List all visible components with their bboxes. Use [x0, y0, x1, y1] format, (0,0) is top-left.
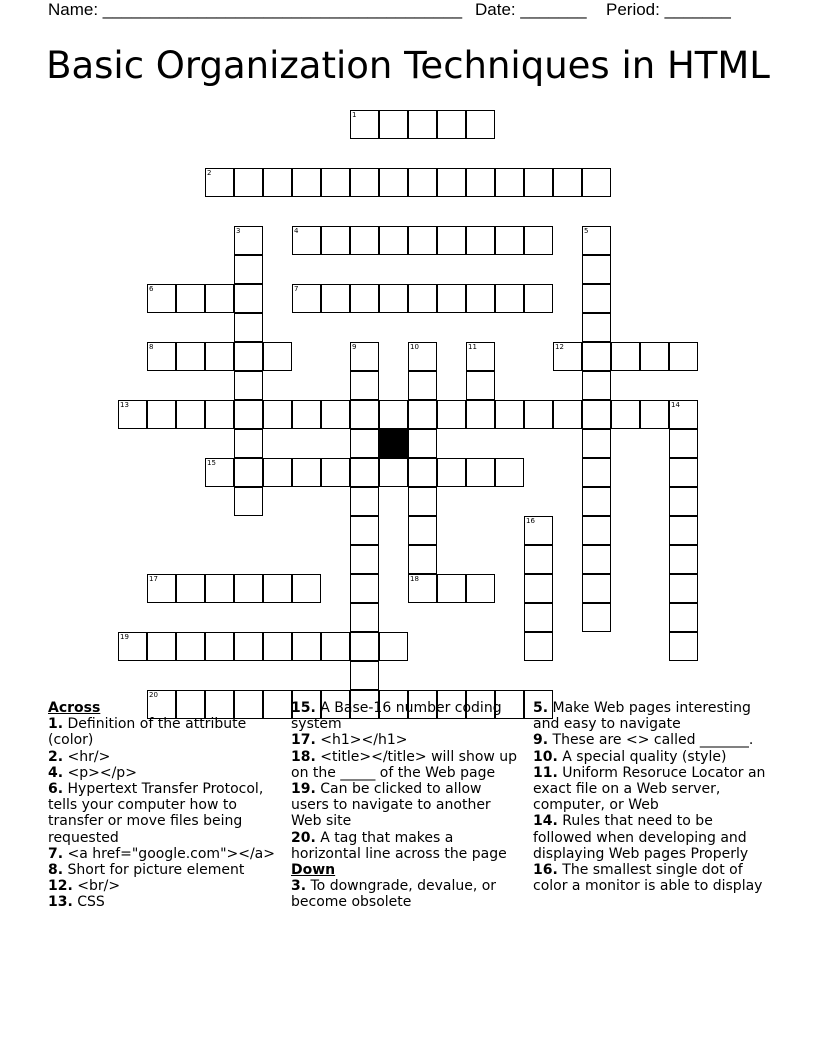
- grid-cell[interactable]: [118, 400, 147, 429]
- clue-number: 13: [120, 401, 129, 409]
- clue-number: 1: [352, 111, 357, 119]
- grid-cell[interactable]: [495, 400, 524, 429]
- grid-cell[interactable]: [669, 429, 698, 458]
- grid-cell[interactable]: [350, 516, 379, 545]
- across-clue: [48, 894, 276, 910]
- grid-cell[interactable]: [234, 400, 263, 429]
- grid-cell[interactable]: [582, 284, 611, 313]
- across-clue: [48, 878, 276, 894]
- grid-cell[interactable]: [669, 516, 698, 545]
- across-clue: [291, 732, 521, 748]
- grid-cell[interactable]: [350, 226, 379, 255]
- clue-number-label: 6.: [48, 781, 64, 798]
- clue-text: A special quality (style): [557, 748, 727, 765]
- clue-number: 6: [149, 285, 154, 293]
- grid-cell[interactable]: [408, 371, 437, 400]
- down-clue: [533, 765, 773, 814]
- grid-cell[interactable]: [379, 284, 408, 313]
- clue-number-label: 3.: [291, 878, 307, 895]
- grid-cell[interactable]: [176, 400, 205, 429]
- grid-cell[interactable]: [176, 632, 205, 661]
- grid-cell[interactable]: [524, 574, 553, 603]
- grid-cell[interactable]: [234, 487, 263, 516]
- grid-cell[interactable]: [292, 632, 321, 661]
- grid-cell[interactable]: [205, 168, 234, 197]
- grid-cell[interactable]: [350, 661, 379, 690]
- grid-cell[interactable]: [408, 516, 437, 545]
- clue-number-label: 2.: [48, 748, 64, 765]
- grid-cell[interactable]: [669, 545, 698, 574]
- grid-cell[interactable]: [379, 226, 408, 255]
- grid-cell[interactable]: [176, 284, 205, 313]
- grid-cell[interactable]: [582, 400, 611, 429]
- grid-cell[interactable]: [321, 226, 350, 255]
- grid-cell[interactable]: [321, 458, 350, 487]
- clue-text: The smallest single dot of color a monitor is able to display: [533, 862, 763, 895]
- grid-cell[interactable]: [379, 168, 408, 197]
- clue-section-heading: Down: [291, 862, 336, 879]
- grid-cell[interactable]: [205, 284, 234, 313]
- clues-column-2: [291, 700, 521, 911]
- down-clue: [291, 878, 521, 910]
- across-clue: [48, 749, 276, 765]
- down-clue: [533, 813, 773, 862]
- grid-cell[interactable]: [350, 342, 379, 371]
- across-clue: [291, 700, 521, 732]
- grid-cell[interactable]: [582, 255, 611, 284]
- clue-number: 10: [410, 343, 419, 351]
- grid-cell[interactable]: [321, 400, 350, 429]
- grid-cell[interactable]: [147, 342, 176, 371]
- grid-cell[interactable]: [263, 632, 292, 661]
- grid-cell[interactable]: [495, 284, 524, 313]
- grid-cell[interactable]: [553, 342, 582, 371]
- grid-cell[interactable]: [350, 429, 379, 458]
- grid-cell[interactable]: [669, 632, 698, 661]
- grid-cell[interactable]: [669, 400, 698, 429]
- clue-text: Short for picture element: [63, 862, 245, 879]
- across-clue: [291, 781, 521, 830]
- grid-cell[interactable]: [466, 458, 495, 487]
- grid-cell[interactable]: [669, 487, 698, 516]
- grid-cell[interactable]: [176, 342, 205, 371]
- grid-cell[interactable]: [350, 545, 379, 574]
- grid-cell[interactable]: [582, 429, 611, 458]
- grid-cell[interactable]: [350, 284, 379, 313]
- grid-cell[interactable]: [408, 458, 437, 487]
- grid-cell[interactable]: [176, 574, 205, 603]
- clue-number: 20: [149, 691, 158, 699]
- clue-number: 8: [149, 343, 154, 351]
- grid-cell[interactable]: [234, 458, 263, 487]
- clue-text: Uniform Resoruce Locator an exact file on a Web server, computer, or Web: [533, 764, 766, 814]
- clue-text: A tag that makes a horizontal line across the page: [291, 829, 507, 862]
- grid-cell[interactable]: [466, 400, 495, 429]
- grid-cell[interactable]: [147, 400, 176, 429]
- grid-cell[interactable]: [524, 168, 553, 197]
- grid-cell[interactable]: [466, 284, 495, 313]
- down-clue: [533, 732, 773, 748]
- grid-cell[interactable]: [582, 487, 611, 516]
- clue-number-label: 12.: [48, 878, 73, 895]
- grid-cell[interactable]: [582, 168, 611, 197]
- grid-cell[interactable]: [495, 168, 524, 197]
- grid-cell[interactable]: [437, 400, 466, 429]
- grid-cell[interactable]: [408, 574, 437, 603]
- grid-cell[interactable]: [379, 110, 408, 139]
- grid-cell[interactable]: [379, 400, 408, 429]
- grid-cell[interactable]: [408, 110, 437, 139]
- grid-cell[interactable]: [292, 400, 321, 429]
- grid-cell[interactable]: [263, 342, 292, 371]
- grid-cell[interactable]: [582, 603, 611, 632]
- clue-text: CSS: [72, 894, 105, 911]
- grid-cell[interactable]: [263, 574, 292, 603]
- across-clue: [291, 749, 521, 781]
- clue-text: These are <> called _______.: [548, 732, 754, 749]
- clue-number-label: 18.: [291, 748, 316, 765]
- clue-number: 2: [207, 169, 212, 177]
- clue-text: <title></title> will show up on the _____ of the Web page: [291, 748, 518, 781]
- clue-text: <a href="google.com"></a>: [63, 845, 275, 862]
- grid-cell[interactable]: [234, 342, 263, 371]
- grid-cell[interactable]: [147, 284, 176, 313]
- grid-cell[interactable]: [582, 458, 611, 487]
- clue-number: 19: [120, 633, 129, 641]
- clue-number-label: 14.: [533, 813, 558, 830]
- clue-text: Rules that need to be followed when developing and displaying Web pages Properly: [533, 813, 749, 862]
- grid-cell[interactable]: [379, 458, 408, 487]
- clue-number: 18: [410, 575, 419, 583]
- grid-cell[interactable]: [437, 284, 466, 313]
- clue-number: 14: [671, 401, 680, 409]
- clue-text: A Base-16 number coding system: [291, 700, 502, 733]
- grid-cell[interactable]: [408, 226, 437, 255]
- clue-number: 4: [294, 227, 299, 235]
- grid-cell[interactable]: [234, 632, 263, 661]
- grid-cell[interactable]: [408, 545, 437, 574]
- grid-cell[interactable]: [263, 400, 292, 429]
- clue-text: Definition of the attribute (color): [48, 716, 247, 749]
- grid-cell[interactable]: [350, 487, 379, 516]
- clue-text: Make Web pages interesting and easy to navigate: [533, 700, 751, 733]
- grid-cell[interactable]: [437, 110, 466, 139]
- grid-cell[interactable]: [582, 371, 611, 400]
- puzzle-title: Basic Organization Techniques in HTML: [46, 44, 770, 87]
- grid-cell[interactable]: [466, 342, 495, 371]
- grid-cell[interactable]: [263, 458, 292, 487]
- grid-cell[interactable]: [640, 342, 669, 371]
- grid-cell[interactable]: [350, 110, 379, 139]
- grid-cell[interactable]: [263, 168, 292, 197]
- grid-cell[interactable]: [292, 458, 321, 487]
- clue-number: 5: [584, 227, 589, 235]
- grid-cell[interactable]: [582, 226, 611, 255]
- grid-cell[interactable]: [524, 545, 553, 574]
- name-field[interactable]: Name: ______________________________________: [48, 0, 463, 19]
- grid-cell[interactable]: [205, 458, 234, 487]
- clue-text: <br/>: [72, 878, 121, 895]
- clue-number-label: 10.: [533, 748, 558, 765]
- across-clue: [291, 830, 521, 862]
- grid-cell[interactable]: [321, 168, 350, 197]
- grid-cell[interactable]: [582, 342, 611, 371]
- grid-cell[interactable]: [408, 342, 437, 371]
- grid-cell[interactable]: [669, 458, 698, 487]
- clue-text: Can be clicked to allow users to navigate to another Web site: [291, 781, 491, 830]
- grid-cell[interactable]: [582, 516, 611, 545]
- clue-number-label: 16.: [533, 862, 558, 879]
- grid-cell[interactable]: [379, 632, 408, 661]
- grid-cell[interactable]: [234, 168, 263, 197]
- clue-number-label: 19.: [291, 781, 316, 798]
- grid-cell[interactable]: [582, 313, 611, 342]
- clue-section-heading: Across: [48, 700, 101, 716]
- grid-cell[interactable]: [495, 226, 524, 255]
- clue-number: 12: [555, 343, 564, 351]
- clue-number-label: 1.: [48, 716, 64, 733]
- across-clue: [48, 846, 276, 862]
- grid-cell[interactable]: [437, 168, 466, 197]
- grid-cell[interactable]: [524, 226, 553, 255]
- grid-cell[interactable]: [292, 226, 321, 255]
- clue-number-label: 15.: [291, 700, 316, 716]
- grid-cell[interactable]: [292, 574, 321, 603]
- clues-column-1: [48, 700, 276, 911]
- clue-number: 3: [236, 227, 241, 235]
- grid-cell[interactable]: [466, 371, 495, 400]
- grid-cell[interactable]: [350, 371, 379, 400]
- grid-cell[interactable]: [466, 168, 495, 197]
- grid-cell[interactable]: [234, 313, 263, 342]
- clue-number-label: 5.: [533, 700, 549, 716]
- grid-cell[interactable]: [350, 400, 379, 429]
- clue-number-label: 20.: [291, 829, 316, 846]
- grid-cell[interactable]: [669, 342, 698, 371]
- grid-cell[interactable]: [205, 342, 234, 371]
- grid-cell[interactable]: [147, 574, 176, 603]
- clue-text: Hypertext Transfer Protocol, tells your computer how to transfer or move files being requested: [48, 781, 264, 846]
- grid-cell[interactable]: [234, 574, 263, 603]
- grid-cell[interactable]: [524, 400, 553, 429]
- down-clue: [533, 862, 773, 894]
- grid-cell[interactable]: [553, 168, 582, 197]
- grid-cell[interactable]: [408, 400, 437, 429]
- date-field[interactable]: Date: _______: [475, 0, 587, 19]
- grid-cell[interactable]: [553, 400, 582, 429]
- grid-cell[interactable]: [582, 574, 611, 603]
- grid-cell[interactable]: [408, 284, 437, 313]
- across-clue: [48, 781, 276, 846]
- grid-cell[interactable]: [205, 632, 234, 661]
- grid-cell[interactable]: [350, 603, 379, 632]
- across-clue: [48, 765, 276, 781]
- clue-number-label: 9.: [533, 732, 549, 749]
- clue-number: 17: [149, 575, 158, 583]
- clue-text: <p></p>: [63, 764, 137, 781]
- clue-number-label: 4.: [48, 764, 64, 781]
- grid-cell[interactable]: [408, 487, 437, 516]
- clue-text: <hr/>: [63, 748, 111, 765]
- grid-cell[interactable]: [234, 371, 263, 400]
- clue-number-label: 13.: [48, 894, 73, 911]
- grid-cell[interactable]: [524, 603, 553, 632]
- down-clue: [533, 749, 773, 765]
- clue-number: 16: [526, 517, 535, 525]
- grid-cell[interactable]: [350, 168, 379, 197]
- grid-cell[interactable]: [234, 284, 263, 313]
- across-clue: [48, 862, 276, 878]
- black-cell: [379, 429, 408, 458]
- grid-cell[interactable]: [205, 574, 234, 603]
- grid-cell[interactable]: [466, 110, 495, 139]
- clue-text: To downgrade, devalue, or become obsolete: [291, 878, 497, 911]
- grid-cell[interactable]: [292, 284, 321, 313]
- grid-cell[interactable]: [234, 255, 263, 284]
- grid-cell[interactable]: [524, 284, 553, 313]
- clue-number-label: 11.: [533, 764, 558, 781]
- grid-cell[interactable]: [292, 168, 321, 197]
- down-clue: [533, 700, 773, 732]
- period-field[interactable]: Period: _______: [606, 0, 731, 19]
- grid-cell[interactable]: [321, 284, 350, 313]
- grid-cell[interactable]: [408, 168, 437, 197]
- grid-cell[interactable]: [611, 342, 640, 371]
- clue-number-label: 8.: [48, 862, 64, 879]
- grid-cell[interactable]: [582, 545, 611, 574]
- grid-cell[interactable]: [524, 516, 553, 545]
- clue-text: <h1></h1>: [315, 732, 408, 749]
- grid-cell[interactable]: [437, 458, 466, 487]
- grid-cell[interactable]: [350, 574, 379, 603]
- across-clue: [48, 716, 276, 748]
- grid-cell[interactable]: [350, 458, 379, 487]
- grid-cell[interactable]: [466, 574, 495, 603]
- grid-cell[interactable]: [408, 429, 437, 458]
- clue-number-label: 17.: [291, 732, 316, 749]
- clue-number: 15: [207, 459, 216, 467]
- grid-cell[interactable]: [147, 632, 176, 661]
- clue-number: 9: [352, 343, 357, 351]
- grid-cell[interactable]: [669, 603, 698, 632]
- grid-cell[interactable]: [611, 400, 640, 429]
- grid-cell[interactable]: [640, 400, 669, 429]
- grid-cell[interactable]: [495, 458, 524, 487]
- grid-cell[interactable]: [524, 632, 553, 661]
- grid-cell[interactable]: [118, 632, 147, 661]
- grid-cell[interactable]: [437, 574, 466, 603]
- clue-number-label: 7.: [48, 845, 64, 862]
- grid-cell[interactable]: [321, 632, 350, 661]
- grid-cell[interactable]: [350, 632, 379, 661]
- clue-number: 11: [468, 343, 477, 351]
- grid-cell[interactable]: [466, 226, 495, 255]
- clue-number: 7: [294, 285, 299, 293]
- grid-cell[interactable]: [669, 574, 698, 603]
- grid-cell[interactable]: [205, 400, 234, 429]
- grid-cell[interactable]: [234, 226, 263, 255]
- grid-cell[interactable]: [234, 429, 263, 458]
- grid-cell[interactable]: [437, 226, 466, 255]
- clues-column-3: [533, 700, 773, 894]
